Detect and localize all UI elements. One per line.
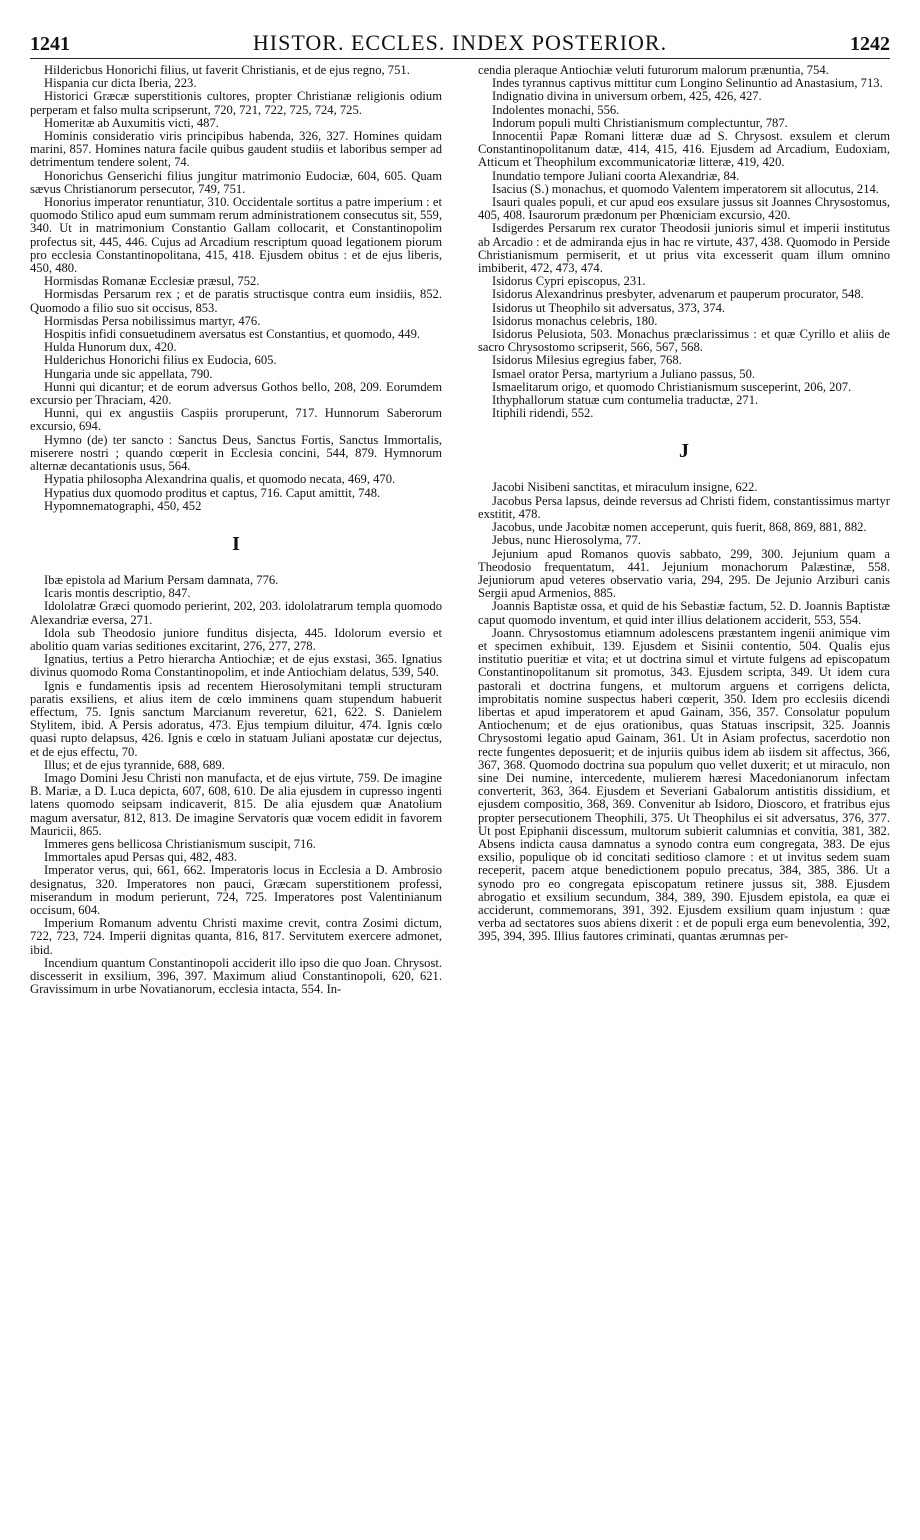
index-entry: Hispania cur dicta Iberia, 223. bbox=[44, 76, 197, 91]
index-entry: Isidorus Milesius egregius faber, 768. bbox=[492, 353, 682, 368]
section-letter-j: J bbox=[679, 440, 689, 463]
page-header bbox=[30, 30, 890, 60]
index-entry: Icaris montis descriptio, 847. bbox=[44, 586, 191, 601]
index-entry: Hormisdas Romanæ Ecclesiæ præsul, 752. bbox=[44, 274, 260, 289]
index-entry: Inundatio tempore Juliani coorta Alexandriæ, 84. bbox=[492, 168, 740, 183]
index-entry: Immeres gens bellicosa Christianismum suscipit, 716. bbox=[44, 836, 316, 851]
index-entry: Jebus, nunc Hierosolyma, 77. bbox=[492, 533, 642, 548]
page-number-left: 1241 bbox=[30, 33, 70, 55]
i-entries-continued bbox=[478, 64, 890, 420]
index-entry: Isidorus Alexandrinus presbyter, advenarum et pauperum procurator, 548. bbox=[492, 287, 864, 302]
index-entry: Hulda Hunorum dux, 420. bbox=[44, 340, 177, 355]
index-entry: Innocentii Papæ Romani litteræ duæ ad S. Chrysost. exsulem et clerum Constantinopolitanum datæ, 414, 415, 416. Ejusdem ad Arcadium, Eudoxiam, Atticum et Theophilum excommunicatoriæ litteræ, 419, 420. bbox=[478, 129, 890, 170]
index-entry: Jacobus, unde Jacobitæ nomen acceperunt, quis fuerit, 868, 869, 881, 882. bbox=[492, 520, 867, 535]
index-entry: Hominis consideratio viris principibus habenda, 326, 327. Homines quidam marini, 857. Homines natura facile quibus gaudent studiis et laboribus semper ad detrimentum tendere solent, 74. bbox=[30, 129, 442, 170]
i-entries bbox=[30, 574, 442, 997]
index-entry: Imago Domini Jesu Christi non manufacta, et de ejus virtute, 759. De imagine B. Mariæ, a D. Luca depicta, 607, 608, 610. De alia ejusdem in cupresso ingenti latens quomodo seipsam indicaverit, 815. De alia ejusdem quæ Anatolium magum aversatur, 812, 813. De imagine Servatoris quæ vocem edidit in favorem Mauricii, 865. bbox=[30, 770, 442, 838]
index-entry: Hildericbus Honorichi filius, ut faverit Christianis, et de ejus regno, 751. bbox=[44, 64, 410, 77]
index-entry: Incendium quantum Constantinopoli acciderit illo ipso die quo Joan. Chrysost. discesserit in exsilium, 396, 397. Maximum aliud Constantinopoli, 620, 621. Gravissimum in urbe Novatianorum, ecclesia intacta, 554. In- bbox=[30, 955, 442, 997]
h-entries bbox=[30, 64, 442, 513]
index-entry: Hypomnematographi, 450, 452 bbox=[44, 498, 202, 513]
index-entry: Isidorus Cypri episcopus, 231. bbox=[492, 274, 646, 289]
index-entry: Isidorus ut Theophilo sit adversatus, 373, 374. bbox=[492, 300, 726, 315]
index-entry: Ismaelitarum origo, et quomodo Christianismum susceperint, 206, 207. bbox=[492, 379, 852, 394]
index-entry: Indignatio divina in universum orbem, 425, 426, 427. bbox=[492, 89, 762, 104]
header-rule bbox=[30, 58, 890, 59]
index-entry: Jacobus Persa lapsus, deinde reversus ad Christi fidem, constantissimus martyr exstitit, 478. bbox=[478, 493, 890, 521]
index-entry: Ibæ epistola ad Marium Persam damnata, 776. bbox=[44, 572, 279, 587]
index-entry: Hunni, qui ex angustiis Caspiis proruperunt, 717. Hunnorum Saberorum excursio, 694. bbox=[30, 406, 442, 434]
index-entry: Hormisdas Persarum rex ; et de paratis structisque contra eum insidiis, 852. Quomodo a filio suo sit occisus, 853. bbox=[30, 287, 442, 315]
index-entry: Hypatia philosopha Alexandrina qualis, et quomodo necata, 469, 470. bbox=[44, 472, 396, 487]
index-entry: Hymno (de) ter sancto : Sanctus Deus, Sanctus Fortis, Sanctus Immortalis, miserere nostri ; quando cœperit in Ecclesia concini, 544, 879. Hymnorum alternæ decantationis usus, 564. bbox=[30, 432, 442, 474]
index-entry: Ithyphallorum statuæ cum contumelia traductæ, 271. bbox=[492, 393, 759, 408]
index-entry: Indorum populi multi Christianismum complectuntur, 787. bbox=[492, 115, 788, 130]
index-entry: Jejunium apud Romanos quovis sabbato, 299, 300. Jejunium quam a Theodosio frequentatum, 441. Jejunium monachorum Palæstinæ, 558. Jejuniorum apud veteres observatio varia, 294, 295. De Jejunio Arziburi canis Sergii apud Armenios, 885. bbox=[478, 546, 890, 601]
index-entry: Idola sub Theodosio juniore funditus disjecta, 445. Idolorum eversio et abolitio quam varias seditiones excitarint, 276, 277, 278. bbox=[30, 625, 442, 653]
index-entry: Hormisdas Persa nobilissimus martyr, 476. bbox=[44, 313, 261, 328]
index-entry: Hunni qui dicantur; et de eorum adversus Gothos bello, 208, 209. Eorumdem excursio per Thraciam, 420. bbox=[30, 379, 442, 408]
index-entry: Indes tyrannus captivus mittitur cum Longino Selinuntio ad Anastasium, 713. bbox=[492, 76, 883, 91]
index-entry: Isidorus Pelusiota, 503. Monachus præclarissimus : et quæ Cyrillo et aliis de sacro Chrysostomo scripserit, 566, 567, 568. bbox=[478, 327, 890, 355]
index-entry: cendia pleraque Antiochiæ veluti futurorum malorum prænuntia, 754. bbox=[478, 64, 829, 77]
index-entry: Jacobi Nisibeni sanctitas, et miraculum insigne, 622. bbox=[492, 480, 758, 495]
running-title: HISTOR. ECCLES. INDEX POSTERIOR. bbox=[252, 30, 668, 55]
index-entry: Isacius (S.) monachus, et quomodo Valentem imperatorem sit allocutus, 214. bbox=[492, 181, 879, 196]
index-entry: Ignatius, tertius a Petro hierarcha Antiochiæ; et de ejus exstasi, 365. Ignatius divinus quomodo Roma Constantinopolim, et inde Antiochiam delatus, 539, 540. bbox=[30, 652, 442, 680]
index-entry: Immortales apud Persas qui, 482, 483. bbox=[44, 850, 238, 865]
index-entry: Hungaria unde sic appellata, 790. bbox=[44, 366, 213, 381]
page-number-right: 1242 bbox=[850, 33, 890, 55]
index-entry: Honorius imperator renuntiatur, 310. Occidentale sortitus a patre imperium : et quomodo Stilico apud eum summam rerum administrationem consecutus sit, 559, 340. Ut in matrimonium Constantio Gallam collocarit, et Constantinopolim profectus sit, 445, 446. Cujus ad Arcadium rescriptum quoad legationem piorum pro ecclesia Constantinopolitana, 415, 418. Ejusdem obitus : et de ejus liberis, 450, 480. bbox=[30, 195, 442, 276]
index-entry: Historici Græcæ superstitionis cultores, propter Christianæ religionis odium perperam et falso multa scripserunt, 720, 721, 722, 725, 724, 725. bbox=[30, 89, 442, 117]
index-entry: Idololatræ Græci quomodo perierint, 202, 203. idololatrarum templa quomodo Alexandriæ eversa, 271. bbox=[30, 599, 442, 627]
right-column bbox=[478, 64, 890, 944]
index-entry: Joann. Chrysostomus etiamnum adolescens præstantem ingenii animique vim et specimen exhibuit, 139. Ejusdem et Sisinii contentio, 504. Qualis ejus institutio pueritiæ et vita; et ut doctrina simul et virtute fulgens ad episcopatum Constantinopolitanum sit promotus, 343. Ejusdem scripta, 349. Ut idem cura pastorali et doctrina fungens, et multorum arguens et corrigens delicta, improbitatis nomine suspectus haberi cœperit, 350. Idem pro ecclesiis dicendi libertas et apud imperatorem et apud Gainam, 356, 357. Consolatur populum Antiochenum; et de ejus orationibus, quas Statuas inscripsit, 325. Joannis Chrysostomi legatio apud Gainam, 361. Ut in Asiam profectus, sacerdotio non recte fungentes deposuerit; et de injuriis quibus idem ab iisdem sit affectus, 366, 367, 368. Quomodo doctrina sua populum quo vellet duxerit; et ut miraculo, non sine Dei numine, intercedente, mulierem hæresi Macedonianorum infectam converterit, 363, 364. Ejusdem et Severiani Gabalorum antistitis dissidium, et ejusdem compositio, 368, 369. Convenitur ab Isidoro, Dioscoro, et fratribus ejus propter persecutionem Theophili, 375. Ut Theophilus ei sit adversatus, 376, 377. Ut post Epiphanii discessum, multorum subierit calumnias et convitia, 381, 382. Absens indicta causa damnatus a synodo contra eum congregata, 383. De ejus exsilio, populique ob id concitati seditioso clamore : et ut invitus sedem suam receperit, pacem atque benedictionem populo precatus, 384, 385, 386. Ut a synodo pro eo congregata episcopatum retinere jussus sit, 388. Ejusdem abrogatio et exsilium secundum, 384, 389, 390. Ejusdem epistola, ea quæ ei acciderunt, commemorans, 391, 392. Ejusdem exsilium quam injustum : quæ verba ad sectatores suos abiens dixerit : et de populi erga eum benevolentia, 392, 395, 394, 395. Illius fautores criminati, quantas ærumnas per- bbox=[478, 625, 890, 944]
index-entry: Homeritæ ab Auxumitis victi, 487. bbox=[44, 115, 219, 130]
index-entry: Hulderichus Honorichi filius ex Eudocia, 605. bbox=[44, 353, 277, 368]
section-letter-i: I bbox=[232, 532, 240, 555]
index-entry: Joannis Baptistæ ossa, et quid de his Sebastiæ factum, 52. D. Joannis Baptistæ caput quomodo inventum, et quid inter illius delationem acciderit, 553, 554. bbox=[478, 599, 890, 627]
index-entry: Imperator verus, qui, 661, 662. Imperatoris locus in Ecclesia a D. Ambrosio designatus, 320. Imperatores non pauci, Græcam superstitionem professi, miserandum in modum perierunt, 724, 725. Imperatores post Valentinianum occisum, 604. bbox=[30, 863, 442, 917]
index-entry: Illus; et de ejus tyrannide, 688, 689. bbox=[44, 757, 225, 772]
j-entries bbox=[478, 481, 890, 943]
index-entry: Indolentes monachi, 556. bbox=[492, 102, 620, 117]
left-column bbox=[30, 64, 442, 996]
index-entry: Isauri quales populi, et cur apud eos exsulare jussus sit Joannes Chrysostomus, 405, 408. Isaurorum prædonum per Phœniciam excursio, 420. bbox=[478, 195, 890, 223]
index-entry: Hospitis infidi consuetudinem aversatus est Constantius, et quomodo, 449. bbox=[44, 327, 421, 342]
index-entry: Ignis e fundamentis ipsis ad recentem Hierosolymitani templi structuram paratis exsiliens, et alius item de cœlo imminens quam stupendum habuerit effectum, 75. Ignis sanctum Marcianum reveretur, 621, 622. S. Danielem Stylitem, ibid. A Persis adoratus, 473. Ejus tempium diluitur, 474. Ignis cœlo quasi rupto delapsus, 426. Ignis e cœlo in statuam Juliani apostatæ cur dejectus, et de ejus effectu, 70. bbox=[30, 678, 442, 759]
index-entry: Imperium Romanum adventu Christi maxime crevit, contra Zosimi dictum, 722, 723, 724. Imperii dignitas quanta, 816, 817. Servitutem exercere admonet, ibid. bbox=[30, 916, 442, 957]
index-entry: Honorichus Genserichi filius jungitur matrimonio Eudociæ, 604, 605. Quam sævus Christianorum persecutor, 749, 751. bbox=[30, 168, 442, 196]
index-entry: Isidorus monachus celebris, 180. bbox=[492, 313, 658, 328]
index-entry: Isdigerdes Persarum rex curator Theodosii junioris simul et imperii institutus ab Arcadio : et de admiranda ejus in hac re virtute, 437, 438. Quomodo in Perside Christianismum permiserit, et ut prius vita excesserit quam illum omnino imbiberit, 472, 473, 474. bbox=[478, 221, 890, 276]
index-entry: Ismael orator Persa, martyrium a Juliano passus, 50. bbox=[492, 366, 756, 381]
index-entry: Itiphili ridendi, 552. bbox=[492, 406, 594, 421]
index-entry: Hypatius dux quomodo proditus et captus, 716. Caput amittit, 748. bbox=[44, 485, 381, 500]
